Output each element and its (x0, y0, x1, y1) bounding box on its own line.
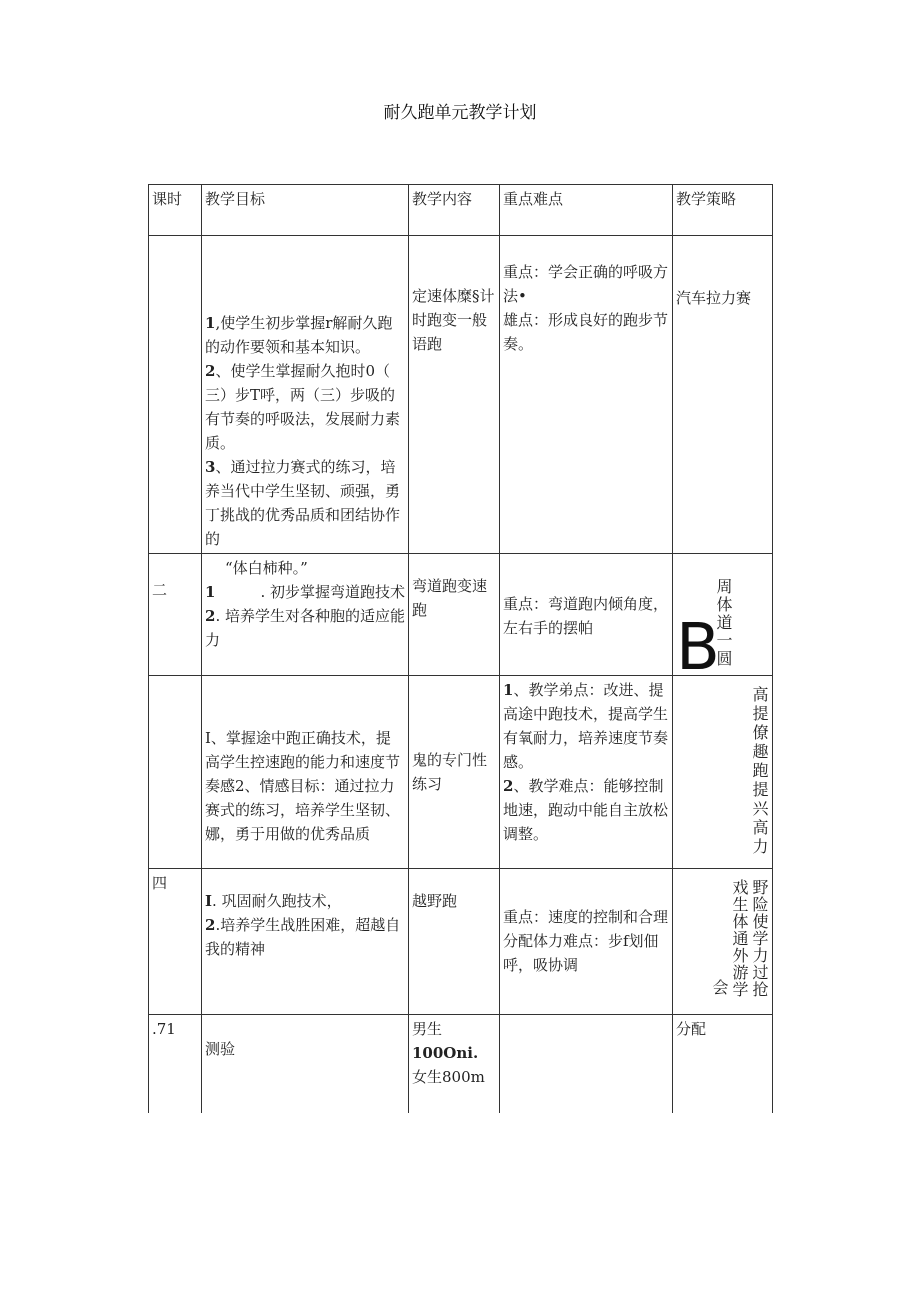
cell-content (409, 1015, 500, 1113)
cell-keypoints: 重点：弯道跑内倾角度，左右手的摆帕 (500, 554, 673, 676)
header-period: 课时 (149, 185, 202, 236)
strategy-vertical-text: 高提僚趣跑提兴高力 (750, 686, 769, 857)
table-row (149, 869, 773, 1015)
cell-goals: I、掌握途中跑正确技术，提高学生控速跑的能力和速度节奏感2、情感目标：通过拉力赛式的练习，培养学生坚韧、娜，勇于用做的优秀品质 (202, 676, 409, 869)
cell-keypoints (500, 676, 673, 869)
cell-goals: 测验 (202, 1015, 409, 1113)
cell-strategy: 汽车拉力赛 (673, 236, 773, 554)
goal-item: I. 巩固耐久跑技术， (205, 892, 342, 910)
cell-period (149, 676, 202, 869)
goal-item: 2.培养学生战胜困难，超越自我的精神 (205, 916, 401, 958)
header-goals: 教学目标 (202, 185, 409, 236)
keypoint-item: 2、教学难点：能够控制地速，跑动中能自主放松调整。 (503, 777, 669, 843)
cell-content: 越野跑 (409, 869, 500, 1015)
cell-strategy: 分配 (673, 1015, 773, 1113)
content-line: 女生800m (412, 1068, 485, 1086)
cell-content: 定速体糜§计时跑变一般语跑 (409, 236, 500, 554)
table-row (149, 676, 773, 869)
goal-lead: “体白柿种。” (225, 559, 308, 577)
goal-item: 2. 培养学生对各种胞的适应能力 (205, 607, 405, 649)
cell-content: 弯道跑变速跑 (409, 554, 500, 676)
cell-keypoints: 重点：速度的控制和合理分配体力难点：步f划佃呼，吸协调 (500, 869, 673, 1015)
goal-item: 3、通过拉力赛式的练习，培养当代中学生坚韧、顽强，勇丁挑战的优秀品质和团结协作的 (205, 458, 401, 548)
cell-period: .71 (149, 1015, 202, 1113)
cell-goals (202, 554, 409, 676)
content-line: 男生 (412, 1020, 443, 1038)
goal-item: 2、使学生掌握耐久抱时0（ 三）步T呼，两（三）步吸的有节奏的呼吸法，发展耐力素质。 (205, 362, 401, 452)
strategy-vertical-text: 野险使学力过抢 (750, 879, 769, 998)
strategy-vertical-text: 戏生体通外游学 (730, 879, 749, 998)
goal-item: 1,使学生初步掌握r解耐久跑的动作要领和基本知识。 (205, 314, 393, 356)
strategy-vertical-text: 周体道一圆 (714, 578, 733, 668)
header-strategy: 教学策略 (673, 185, 773, 236)
cell-goals (202, 236, 409, 554)
table-row (149, 236, 773, 554)
cell-strategy (673, 869, 773, 1015)
content-line: 100Oni. (412, 1044, 479, 1062)
stray-glyph-b: B (676, 611, 720, 685)
cell-goals (202, 869, 409, 1015)
table-row (149, 1015, 773, 1113)
cell-period (149, 236, 202, 554)
header-keypoints: 重点难点 (500, 185, 673, 236)
header-content: 教学内容 (409, 185, 500, 236)
goal-item: 1 . 初步掌握弯道跑技术 (205, 583, 405, 601)
cell-keypoints (500, 1015, 673, 1113)
cell-content: 鬼的专门性练习 (409, 676, 500, 869)
strategy-vertical-text: 会 (710, 979, 729, 999)
page-title: 耐久跑单元教学计划 (383, 103, 537, 123)
cell-period: 二 (149, 554, 202, 676)
cell-period: 四 (149, 869, 202, 1015)
cell-strategy (673, 676, 773, 869)
cell-keypoints: 重点：学会正确的呼吸方法• 雄点：形成良好的跑步节奏。 (500, 236, 673, 554)
keypoint-item: 1、教学弟点：改进、提高途中跑技术，提高学生有氧耐力，培养速度节奏感。 (503, 681, 669, 771)
table-header-row (149, 185, 773, 236)
